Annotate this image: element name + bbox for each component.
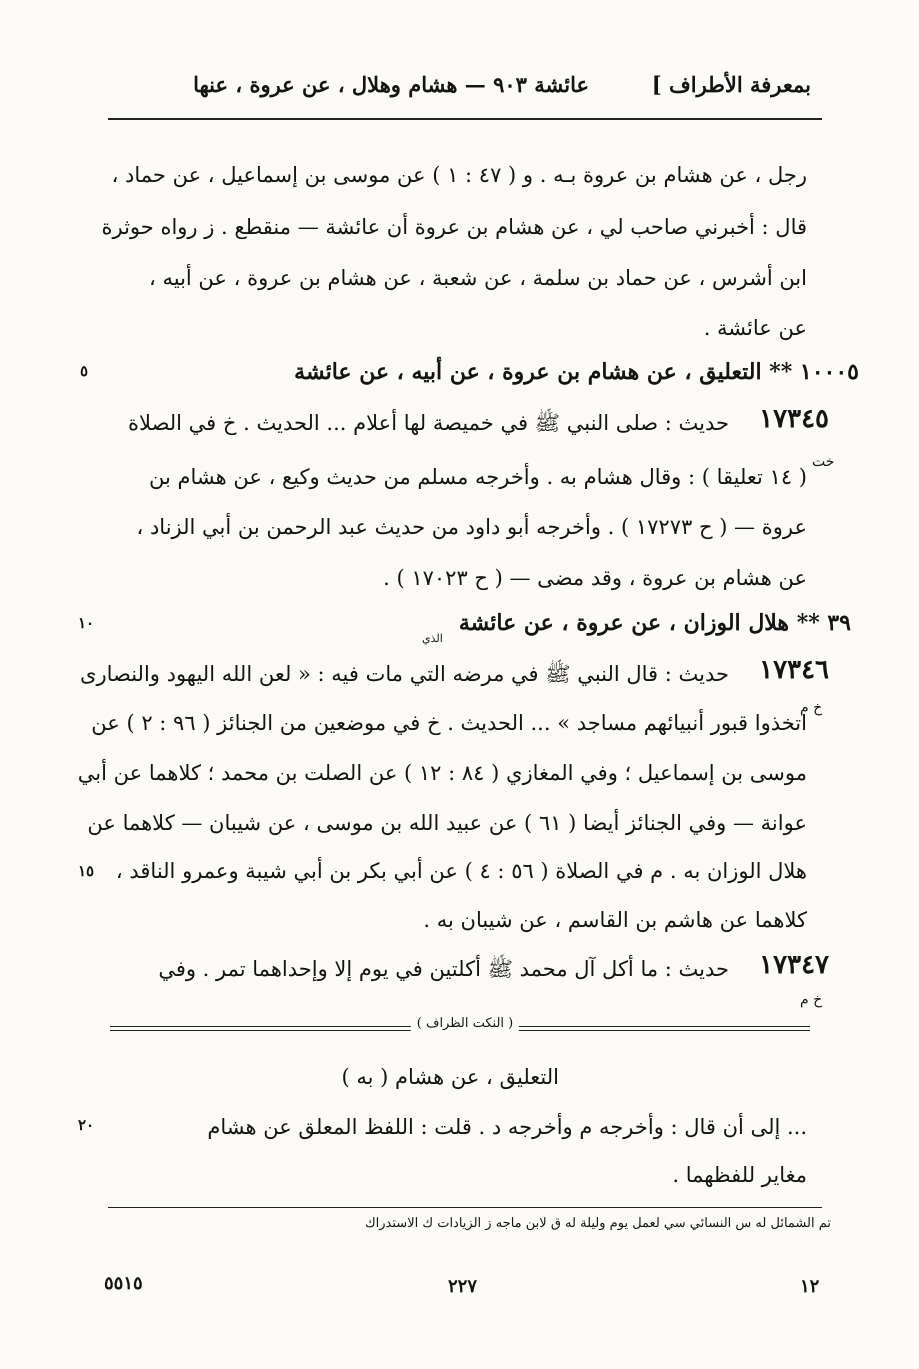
- hadith-text: حديث : قال النبي ﷺ في مرضه التي مات فيه : « لعن الله اليهود والنصارى: [80, 662, 729, 686]
- nukat-title: التعليق ، عن هشام ( به ): [341, 1065, 559, 1089]
- margin-line-number: ٢٠: [78, 1116, 95, 1134]
- hadith-number: ١٧٣٤٧: [759, 950, 829, 980]
- divider-label: ( النكت الظراف ): [411, 1016, 519, 1031]
- hadith-text: هلال الوزان به . م في الصلاة ( ٥٦ : ٤ ) عن أبي بكر بن أبي شيبة وعمرو الناقد ،: [115, 859, 807, 883]
- hadith-text: اتخذوا قبور أنبيائهم مساجد » ... الحديث . خ في موضعين من الجنائز ( ٩٦ : ٢ ) عن: [91, 711, 807, 735]
- hadith-text: عوانة — وفي الجنائز أيضا ( ٦١ ) عن عبيد الله بن موسى ، عن شيبان — كلاهما عن: [87, 811, 807, 835]
- footnote-rule: [108, 1207, 822, 1208]
- margin-line-number: ١٥: [78, 862, 95, 880]
- section-heading: ٣٩ ** هلال الوزان ، عن عروة ، عن عائشة: [458, 610, 851, 636]
- hadith-number: ١٧٣٤٦: [759, 655, 829, 685]
- hadith-text: ( ١٤ تعليقا ) : وقال هشام به . وأخرجه مسلم من حديث وكيع ، عن هشام بن: [148, 465, 807, 489]
- nukat-text: ... إلى أن قال : وأخرجه م وأخرجه د . قلت : اللفظ المعلق عن هشام: [207, 1115, 807, 1139]
- hadith-text: كلاهما عن هاشم بن القاسم ، عن شيبان به .: [423, 908, 807, 932]
- source-code: خ م: [800, 992, 823, 1008]
- header-section-title: عائشة ٩٠٣ — هشام وهلال ، عن عروة ، عنها: [193, 72, 589, 97]
- section-heading: ١٠٠٠٥ ** التعليق ، عن هشام بن عروة ، عن أبيه ، عن عائشة: [294, 359, 859, 385]
- body-line: عن عائشة .: [703, 316, 807, 340]
- nukat-text: مغاير للفظهما .: [672, 1163, 807, 1187]
- hadith-text: حديث : صلى النبي ﷺ في خميصة لها أعلام ... الحديث . خ في الصلاة: [128, 411, 729, 435]
- body-line: قال : أخبرني صاحب لي ، عن هشام بن عروة أن عائشة — منقطع . ز رواه حوثرة: [101, 215, 807, 239]
- footer-left-number: ٥٥١٥: [104, 1273, 143, 1294]
- page-number: ٢٢٧: [448, 1276, 478, 1297]
- body-line: ابن أشرس ، عن حماد بن سلمة ، عن شعبة ، عن هشام بن عروة ، عن أبيه ،: [149, 266, 807, 290]
- header-book-title: بمعرفة الأطراف ]: [651, 72, 811, 97]
- hadith-number: ١٧٣٤٥: [759, 404, 829, 434]
- margin-line-number: ١٠: [78, 614, 95, 632]
- hadith-text: عروة — ( ح ١٧٢٧٣ ) . وأخرجه أبو داود من حديث عبد الرحمن بن أبي الزناد ،: [136, 515, 807, 539]
- hadith-text: حديث : ما أكل آل محمد ﷺ أكلتين في يوم إلا وإحداهما تمر . وفي: [158, 957, 729, 981]
- header-rule: [108, 118, 822, 120]
- source-code: خت: [812, 454, 835, 470]
- nukat-divider: [110, 1018, 820, 1036]
- source-code: خ م: [800, 700, 823, 716]
- abbreviation-key: تم الشمائل له س النسائي سي لعمل يوم وليلة له ق لابن ماجه ز الزيادات ك الاستدراك: [364, 1216, 831, 1231]
- margin-line-number: ٥: [80, 362, 89, 380]
- footer-right-number: ١٢: [800, 1276, 820, 1297]
- margin-gloss: الذي: [422, 632, 443, 645]
- body-line: رجل ، عن هشام بن عروة بـه . و ( ٤٧ : ١ ) عن موسى بن إسماعيل ، عن حماد ،: [111, 163, 807, 187]
- hadith-text: موسى بن إسماعيل ؛ وفي المغازي ( ٨٤ : ١٢ ) عن الصلت بن محمد ؛ كلاهما عن أبي: [77, 761, 807, 785]
- hadith-text: عن هشام بن عروة ، وقد مضى — ( ح ١٧٠٢٣ ) .: [383, 566, 807, 590]
